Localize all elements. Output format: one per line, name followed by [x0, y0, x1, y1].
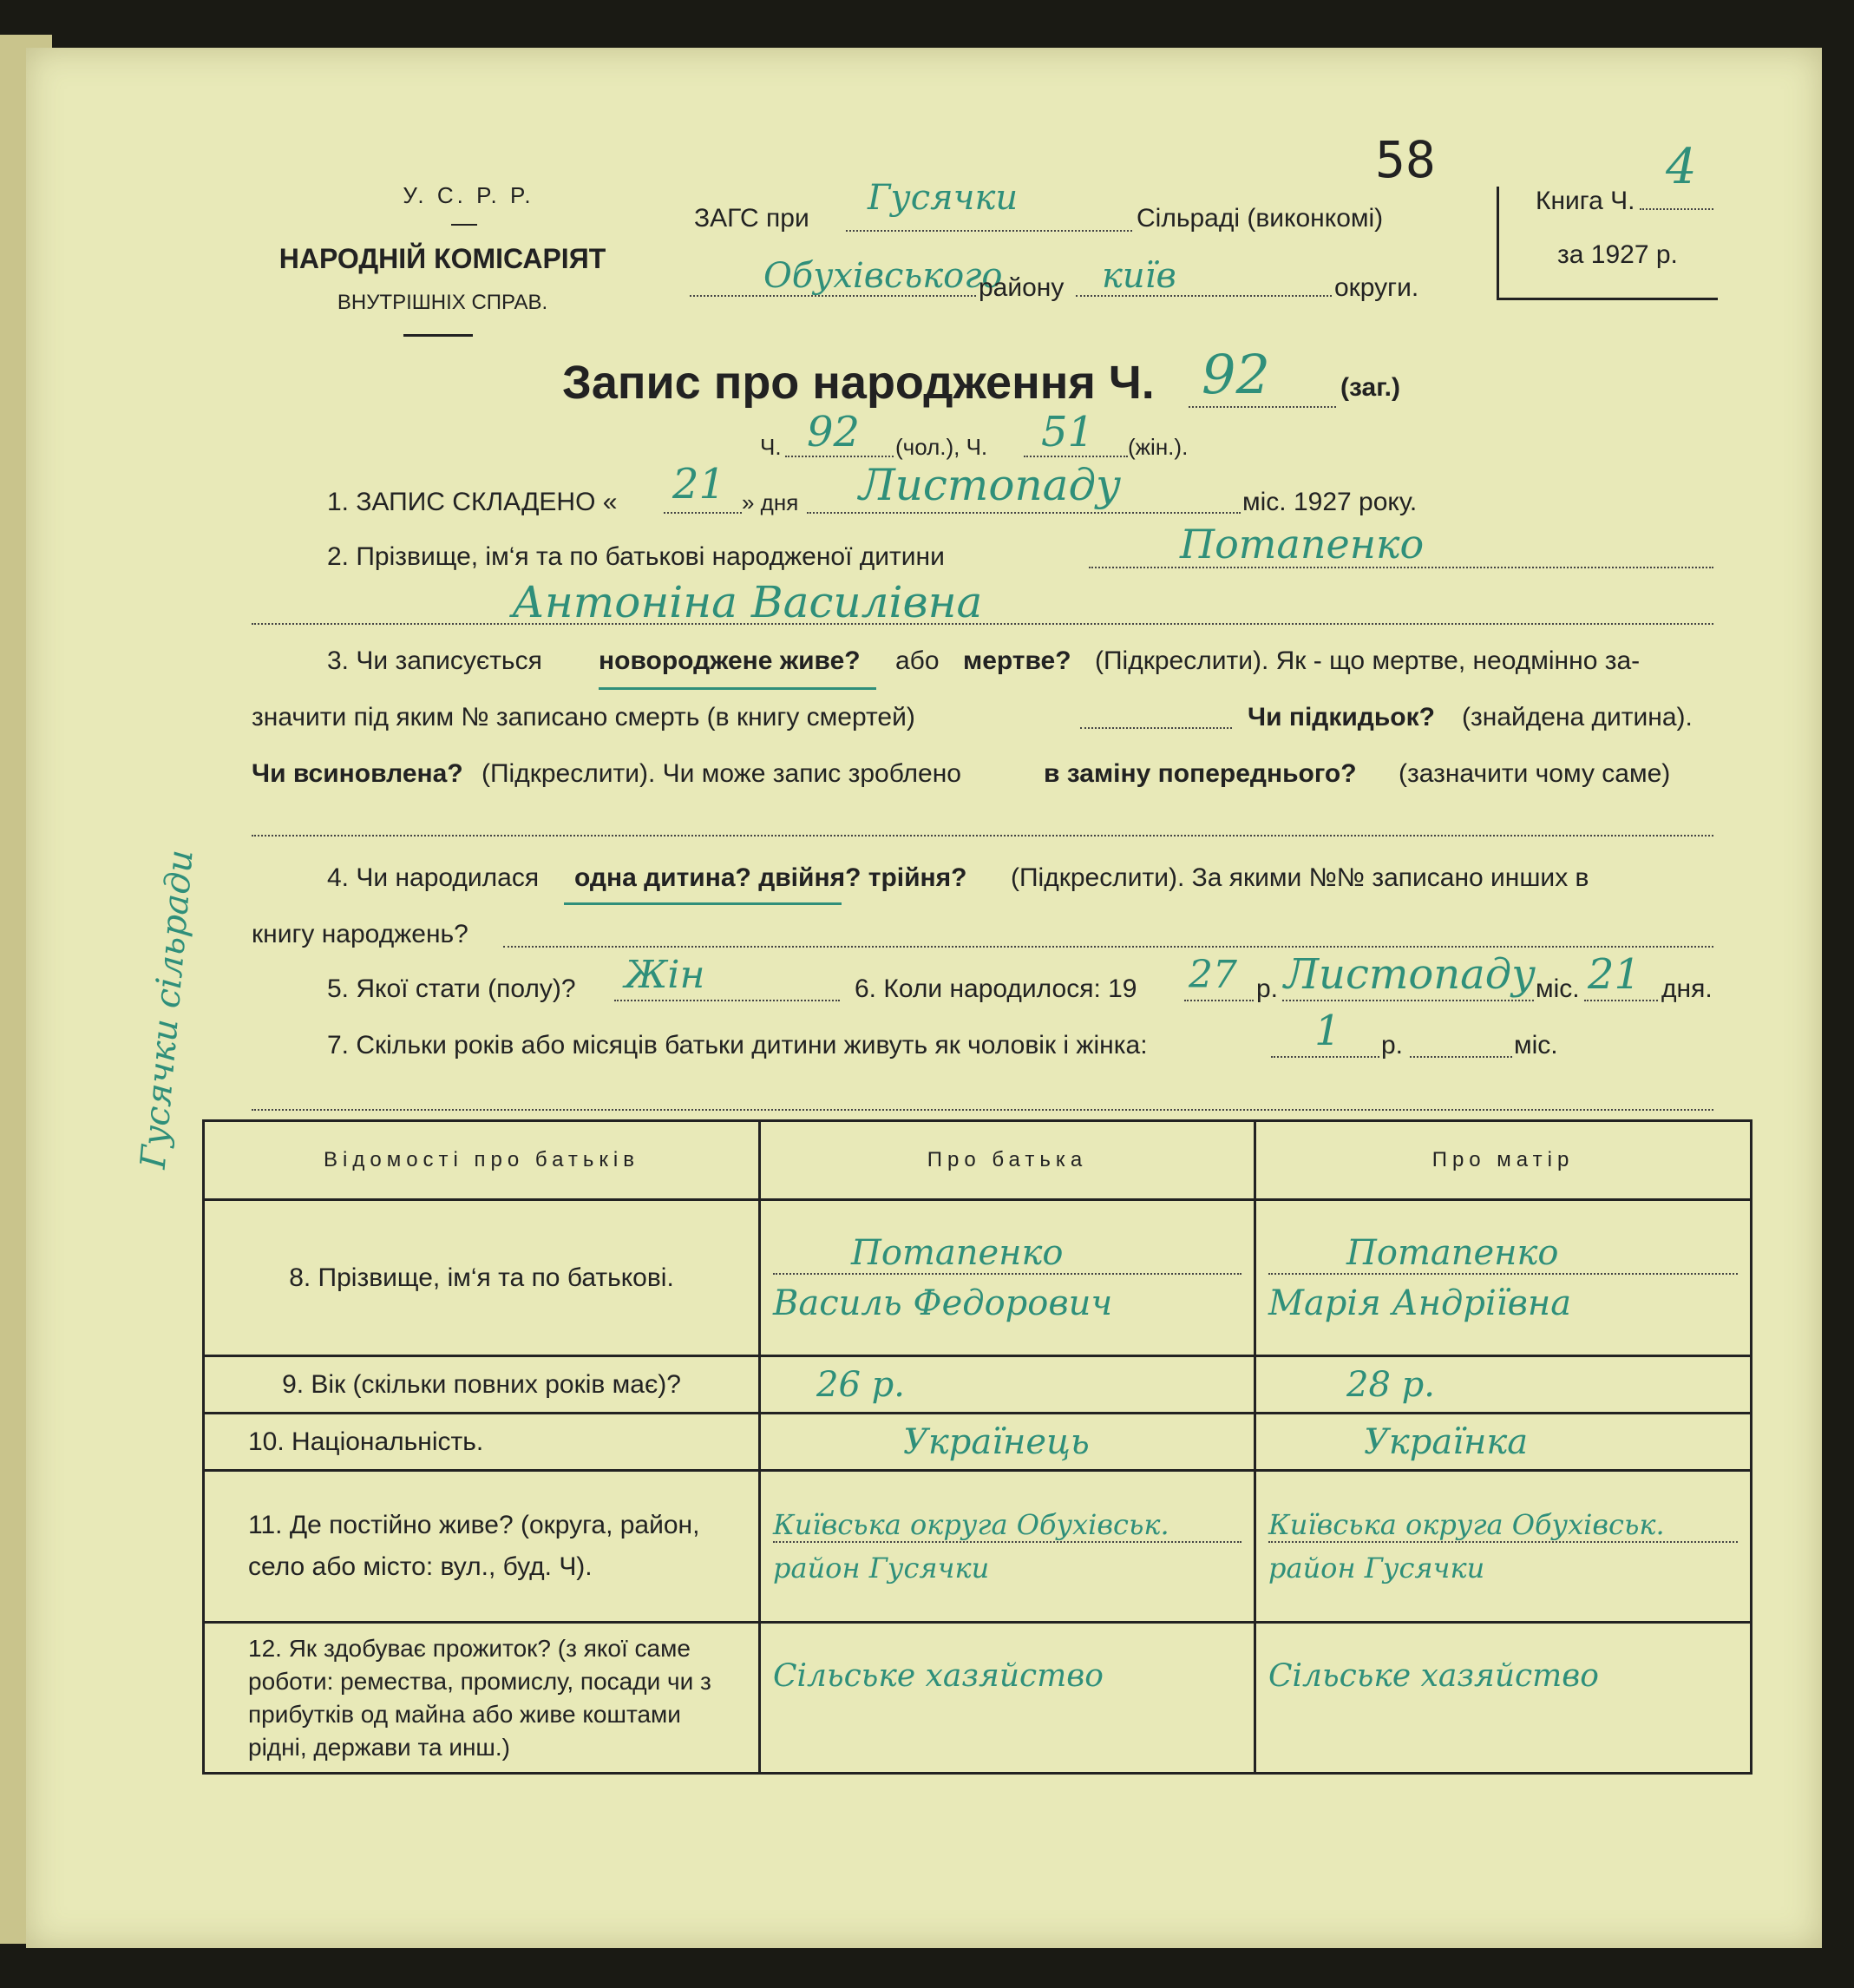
- birth-month-handwriting: Листопаду: [1284, 950, 1536, 999]
- male-prefix: Ч.: [760, 434, 782, 460]
- field3-alive: новороджене живе?: [599, 646, 861, 675]
- table-row: [204, 1471, 1752, 1623]
- zags-prefix: ЗАГС при: [694, 204, 809, 233]
- department-label: ВНУТРІШНІХ СПРАВ.: [337, 291, 548, 314]
- okrug-handwriting: київ: [1102, 256, 1176, 296]
- father-surname-handwriting: Потапенко: [773, 1233, 1241, 1275]
- field4-line1c: (Підкреслити). За якими №№ записано инших в: [1011, 863, 1589, 892]
- fill-line: [1080, 727, 1232, 729]
- row-label: 11. Де постійно живе? (округа, район, село або місто: вул., буд. Ч).: [204, 1471, 760, 1623]
- district-handwriting: Обухівського: [763, 256, 1003, 296]
- fill-line: [1282, 1000, 1534, 1001]
- field3-line2a: значити під яким № записано смерть (в книгу смертей): [252, 703, 915, 732]
- table-header-row: [204, 1121, 1752, 1200]
- fill-line: [1584, 1000, 1658, 1001]
- mother-residence-handwriting: Київська округа Обухівськ.: [1268, 1508, 1738, 1543]
- book-number-handwriting: 4: [1666, 139, 1697, 195]
- field3-adopted: Чи всиновлена?: [252, 759, 463, 788]
- field3-line3d: (зазначити чому саме): [1399, 759, 1671, 788]
- row-label: 12. Як здобуває прожиток? (з якої саме роботи: ремества, промислу, посади чи з прибутків од майна або живе коштами рідні, держави та инш.): [204, 1623, 760, 1774]
- commissariat-label: НАРОДНІЙ КОМІСАРІЯТ: [278, 243, 606, 274]
- fill-line: [1271, 1056, 1379, 1058]
- mother-cell: [1255, 1200, 1752, 1356]
- field6-r: р.: [1256, 974, 1279, 1003]
- okrug-label: округи.: [1334, 273, 1419, 302]
- fill-line: [846, 230, 1132, 232]
- record-month-handwriting: Листопаду: [859, 460, 1122, 510]
- field7-r: р.: [1381, 1031, 1404, 1060]
- child-surname-handwriting: Потапенко: [1180, 521, 1425, 568]
- field4-line2: книгу народжень?: [252, 920, 468, 948]
- margin-note-handwriting: Гусячки сільради: [133, 848, 201, 1171]
- female-number-handwriting: 51: [1041, 408, 1095, 456]
- fill-line: [503, 946, 1713, 948]
- zags-suffix: Сільраді (виконкомі): [1137, 204, 1384, 233]
- fill-line: [1184, 1000, 1254, 1001]
- field3-replacement: в заміну попереднього?: [1044, 759, 1357, 788]
- field3-line3b: (Підкреслити). Чи може запис зроблено: [482, 759, 961, 788]
- sex-handwriting: Жін: [625, 953, 705, 997]
- married-years-handwriting: 1: [1314, 1007, 1341, 1055]
- male-number-handwriting: 92: [807, 408, 861, 456]
- total-number-handwriting: 92: [1202, 343, 1270, 406]
- field5-label: 5. Якої стати (полу)?: [327, 974, 576, 1003]
- mother-residence-handwriting-2: район Гусячки: [1268, 1552, 1485, 1584]
- fill-line: [252, 835, 1713, 837]
- book-year: за 1927 р.: [1557, 240, 1678, 269]
- district-label: району: [979, 273, 1065, 302]
- fill-line: [252, 1109, 1713, 1111]
- father-name-handwriting: Василь Федорович: [773, 1283, 1113, 1323]
- table-row: [204, 1356, 1752, 1414]
- field6-dnya: дня.: [1661, 974, 1713, 1003]
- book-box-border: [1497, 298, 1718, 300]
- underline-handwriting: [599, 687, 876, 690]
- field6-label: 6. Коли народилося: 19: [855, 974, 1137, 1003]
- header-info: Відомості про батьків: [204, 1121, 760, 1200]
- table-row: [204, 1200, 1752, 1356]
- header-father: Про батька: [760, 1121, 1255, 1200]
- field3-or: або: [895, 646, 940, 675]
- record-title: Запис про народження Ч.: [562, 357, 1155, 409]
- row-label: 10. Національність.: [204, 1414, 760, 1471]
- fill-line: [1640, 208, 1713, 210]
- row-label: 8. Прізвище, ім‘я та по батькові.: [204, 1200, 760, 1356]
- male-suffix: (чол.), Ч.: [895, 434, 988, 460]
- field1-mid: » дня: [742, 489, 799, 515]
- father-age-handwriting: 26 р.: [816, 1364, 905, 1405]
- field7-label: 7. Скільки років або місяців батьки дитини живуть як чоловік і жінка:: [327, 1031, 1148, 1060]
- field7-mis: міс.: [1514, 1031, 1558, 1060]
- father-residence-handwriting-2: район Гусячки: [773, 1552, 990, 1584]
- father-cell: [760, 1200, 1255, 1356]
- field6-mis: міс.: [1536, 974, 1580, 1003]
- field3-line1e: (Підкреслити). Як - що мертве, неодмінно за-: [1095, 646, 1641, 675]
- fill-line: [252, 623, 1713, 625]
- mother-name-handwriting: Марія Андріївна: [1268, 1283, 1572, 1323]
- mother-surname-handwriting: Потапенко: [1268, 1233, 1738, 1275]
- mother-occupation-handwriting: Сільське хазяйство: [1268, 1658, 1599, 1694]
- header-mother: Про матір: [1255, 1121, 1752, 1200]
- birth-day-handwriting: 21: [1588, 950, 1641, 999]
- book-box-border: [1497, 187, 1499, 299]
- field3-line1a: 3. Чи записується: [327, 646, 542, 675]
- child-name-handwriting: Антоніна Василівна: [512, 577, 983, 627]
- mother-nationality-handwriting: Українка: [1364, 1421, 1529, 1462]
- field3-dead: мертве?: [963, 646, 1071, 675]
- fill-line: [664, 512, 742, 514]
- table-row: [204, 1414, 1752, 1471]
- birth-year-handwriting: 27: [1189, 953, 1237, 997]
- mother-age-handwriting: 28 р.: [1346, 1364, 1435, 1405]
- record-day-handwriting: 21: [672, 460, 726, 508]
- book-label: Книга Ч.: [1536, 187, 1635, 215]
- father-occupation-handwriting: Сільське хазяйство: [773, 1658, 1104, 1694]
- field1-end: міс. 1927 року.: [1242, 488, 1418, 516]
- parents-table: [202, 1119, 1752, 1775]
- fill-line: [1410, 1056, 1512, 1058]
- row-label: 9. Вік (скільки повних років має)?: [204, 1356, 760, 1414]
- zags-village-handwriting: Гусячки: [868, 178, 1019, 218]
- field3-foundling: Чи підкидьок?: [1248, 703, 1435, 732]
- fill-line: [614, 1000, 840, 1001]
- fill-line: [807, 512, 1241, 514]
- field4-line1a: 4. Чи народилася: [327, 863, 540, 892]
- divider: [451, 224, 477, 226]
- fill-line: [1189, 406, 1336, 408]
- table-row: [204, 1623, 1752, 1774]
- underline-handwriting: [564, 902, 842, 905]
- stamp-number: 58: [1375, 130, 1436, 189]
- republic-label: У. С. Р. Р.: [403, 182, 534, 208]
- female-suffix: (жін.).: [1128, 434, 1189, 460]
- father-nationality-handwriting: Українець: [903, 1421, 1090, 1462]
- field2-label: 2. Прізвище, ім‘я та по батькові народженої дитини: [327, 542, 945, 571]
- field3-line2c: (знайдена дитина).: [1462, 703, 1693, 732]
- father-residence-handwriting: Київська округа Обухівськ.: [773, 1508, 1241, 1543]
- field4-options: одна дитина? двійня? трійня?: [574, 863, 967, 892]
- divider: [403, 334, 473, 337]
- total-suffix: (заг.): [1340, 373, 1401, 402]
- field1-label: 1. ЗАПИС СКЛАДЕНО «: [327, 488, 618, 516]
